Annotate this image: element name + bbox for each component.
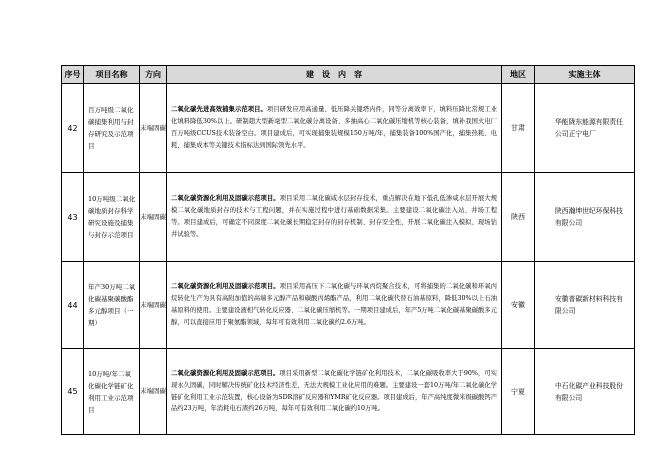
table-row	[62, 173, 635, 262]
header-entity: 实施主体	[535, 66, 635, 84]
table-row	[62, 262, 635, 349]
header-region: 地区	[502, 66, 535, 84]
row-entity: 安徽普碳新材料科技有限公司	[535, 262, 635, 349]
header-no: 序号	[62, 66, 84, 84]
row-entity: 中石化碳产业科技股份有限公司	[535, 349, 635, 435]
row-project-name: 10万吨级二氧化碳地质封存科学研究设施及捕集与封存示范项目	[84, 173, 140, 262]
row-content-body: 项目研发应用高通量、低压降关键塔内件，同等分离效率下，填料压降比常规工业化填料降低30%以上。研制超大型新毫型二氧化碳分离设备、多抽高心二氧化碳压缩机等核心装备，填补我国火电厂百万吨级CCUS技术装备空白。项目建成后，可实现捕集装规模150万吨/年，捕集装备100%国产化，捕集热耗、电耗、捕集成本等关键技术指标达到国际领先水平。	[171, 106, 498, 149]
row-content-body: 项目采用二氧化碳咸水层封存技术，重点解决在地下低孔低渗咸水层开展大规模二氧化碳地质封存的技术与工程问题，并在实施过程中进行基础数据采集。主要建设二氧化碳注入站、井场工程等。项目建成后，可确定不同深度二氧化碳长期稳定封存的封存机制、封存安全性，开展二氧化碳注入模拟、现场钻井试验等。	[171, 195, 498, 238]
row-content-lead: 二氧化碳资源化利用及固碳示范项目。	[171, 283, 280, 291]
row-content	[167, 262, 502, 349]
table-row	[62, 84, 635, 173]
row-direction: 末端固碳	[140, 262, 167, 349]
row-no: 42	[62, 84, 84, 173]
header-content: 建 设 内 容	[167, 66, 502, 84]
table-header-row	[62, 66, 635, 84]
row-no: 44	[62, 262, 84, 349]
project-table	[61, 65, 635, 435]
row-content-lead: 二氧化碳资源化利用及固碳示范项目。	[171, 369, 280, 377]
row-content-body: 项目采用高压下二氧化碳与环氧丙烷聚合技术，可将捕集的二氧化碳和环氧丙烷转化生产为具有高附加值的高端多元醇产品和碳酸丙烯酯产品，利用二氧化碳代替石油基原料，降低30%以上石油基原料的使用。主要建设液相气转化反应器、二氧化碳压缩机等。一期项目建成后，年产5万吨二氧化碳基聚碳酸多元醇，可以直接应用于聚氨酯领域，每年可有效利用二氧化碳约2.6万吨。	[171, 283, 498, 326]
row-direction: 末端固碳	[140, 349, 167, 435]
row-region: 陕西	[502, 173, 535, 262]
row-region: 甘肃	[502, 84, 535, 173]
row-region: 安徽	[502, 262, 535, 349]
row-project-name: 年产30万吨二氧化碳基聚碳酸酯多元醇项目（一期）	[84, 262, 140, 349]
row-entity: 陕西瀚坤世纪环保科技有限公司	[535, 173, 635, 262]
row-project-name: 10万吨/年二氧化碳化学链矿化利用工业示范项目	[84, 349, 140, 435]
row-project-name: 百万吨级二氧化碳捕集利用与封存研究及示范项目	[84, 84, 140, 173]
row-content-lead: 二氧化碳先进高效捕集示范项目。	[171, 106, 267, 114]
row-entity: 华能陇东能源有限责任公司正宁电厂	[535, 84, 635, 173]
row-direction: 末端固碳	[140, 173, 167, 262]
row-content	[167, 349, 502, 435]
row-direction: 末端固碳	[140, 84, 167, 173]
row-content	[167, 84, 502, 173]
row-content-body: 项目采用新型二氧化碳化学链矿化利用技术，二氧化碳吸收率大于90%，可实现永久固碳，同时解决传统矿化技术经济性差、无法大规模工业化应用的难题。主要建设一套10万吨/年二氧化碳化学链矿化利用工业示范装置，核心设备为SDR溶矿反应器和YMR矿化反应器。项目建成后，年产高纯度微米级碳酸钙产品约23万吨，年消耗电石渣约26万吨，每年可有效利用二氧化碳约10万吨。	[171, 369, 498, 413]
row-content-lead: 二氧化碳资源化利用及固碳示范项目。	[171, 195, 280, 203]
row-region: 宁夏	[502, 349, 535, 435]
table-row	[62, 349, 635, 435]
row-no: 43	[62, 173, 84, 262]
header-name: 项目名称	[84, 66, 140, 84]
project-table-container	[61, 65, 634, 435]
row-content	[167, 173, 502, 262]
row-no: 45	[62, 349, 84, 435]
header-direction: 方向	[140, 66, 167, 84]
